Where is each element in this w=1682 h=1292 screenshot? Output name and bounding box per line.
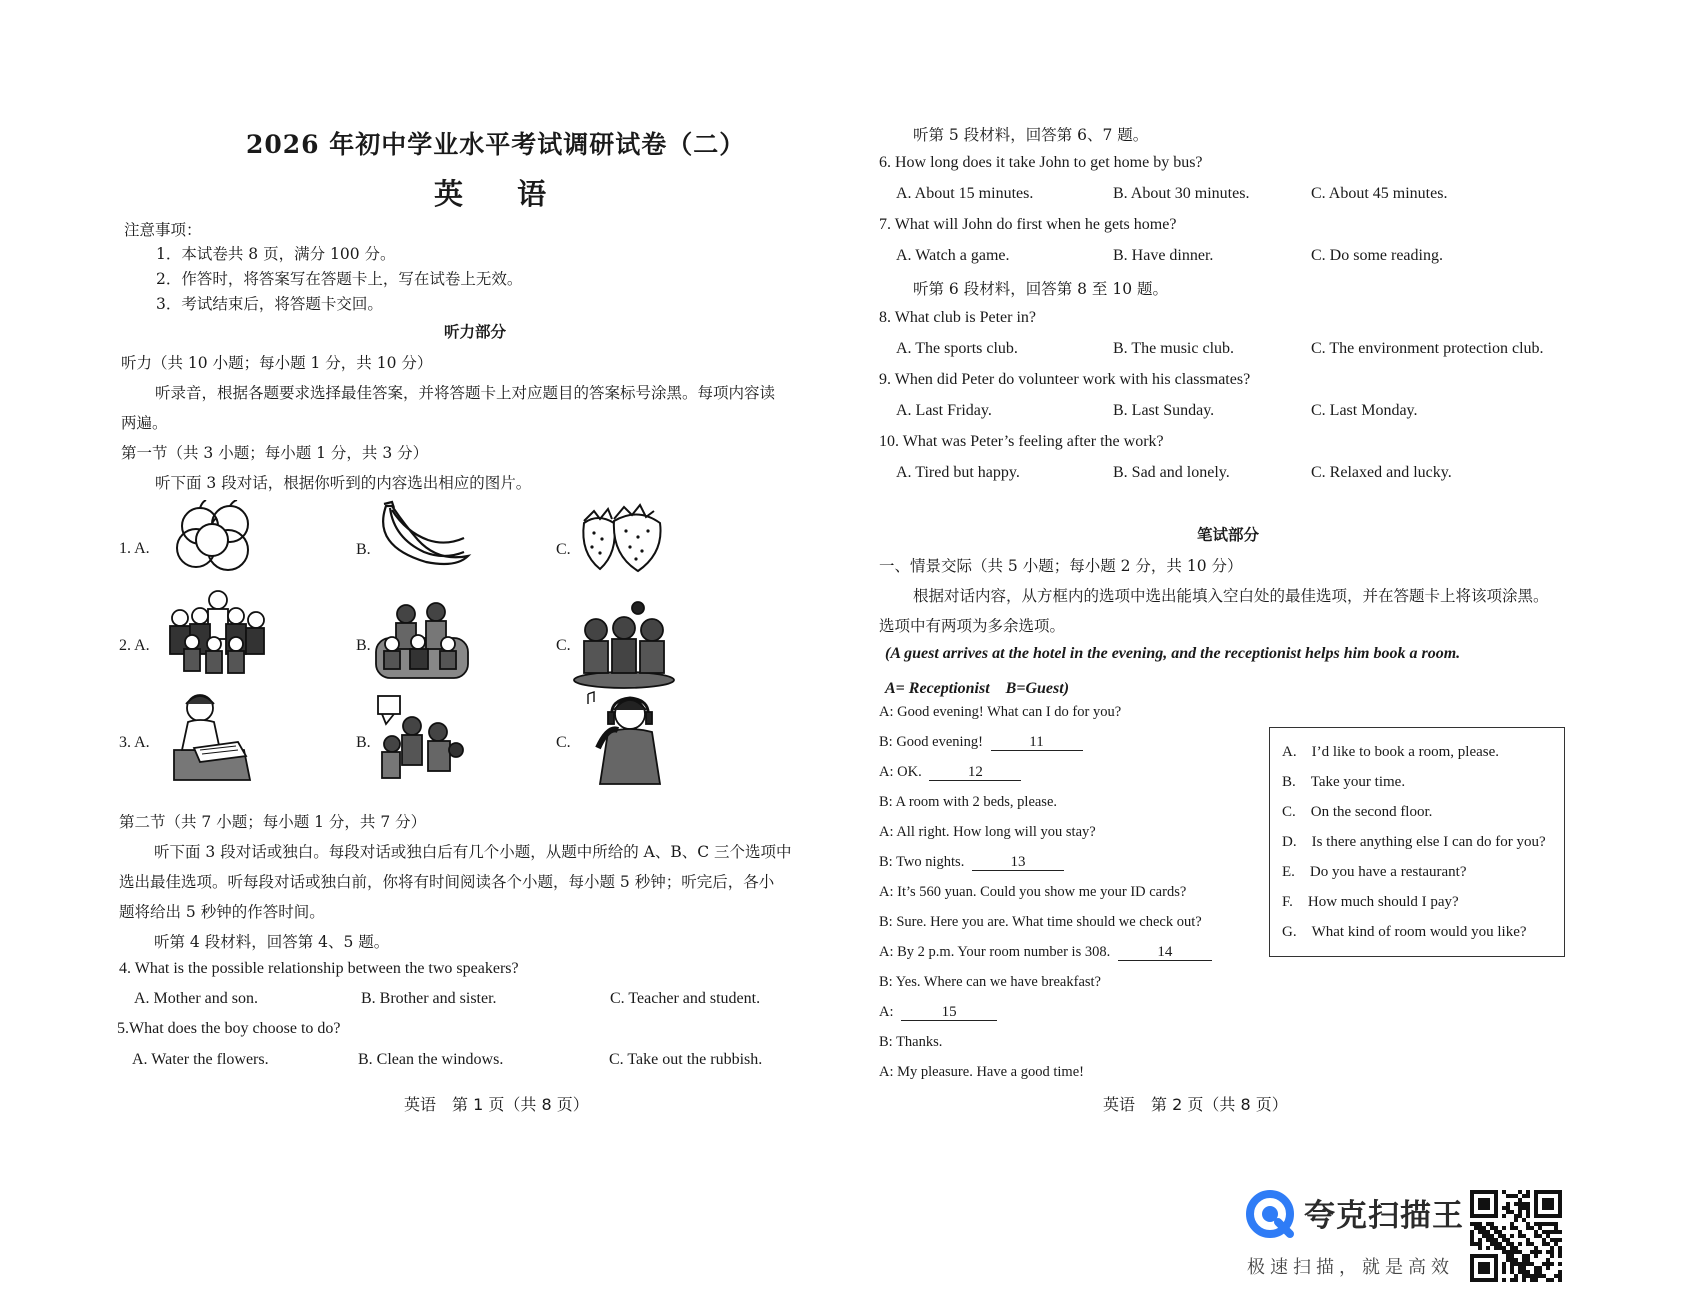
question-8-option-a: A. The sports club. <box>896 340 1018 357</box>
dialogue-line: A: Good evening! What can I do for you? <box>879 704 1122 720</box>
question-10-option-c: C. Relaxed and lucky. <box>1311 464 1452 481</box>
dialogue-line <box>879 854 1064 871</box>
page-2 <box>841 0 1682 1292</box>
writing-part-heading: 笔试部分 <box>1197 525 1260 544</box>
option-b-label: B. <box>356 637 371 654</box>
dialogue-line: A: My pleasure. Have a good time! <box>879 1064 1084 1080</box>
answer-blank: 15 <box>901 1004 997 1021</box>
notice-item: 1．本试卷共 8 页，满分 100 分。 <box>156 245 396 263</box>
group-with-teacher-illustration <box>158 588 270 678</box>
situational-heading: 一、情景交际（共 5 小题；每小题 2 分，共 10 分） <box>879 557 1243 575</box>
section2-instructions-cont: 选出最佳选项。听每段对话或独白前，你将有时间阅读各个小题，每小题 5 秒钟；听完后，各小 <box>119 873 775 891</box>
situational-instructions: 根据对话内容，从方框内的选项中选出能填入空白处的最佳选项，并在答题卡上将该项涂黑。 <box>913 587 1549 605</box>
question-5-option-b: B. Clean the windows. <box>358 1051 504 1068</box>
dialogue-text: A: By 2 p.m. Your room number is 308. <box>879 944 1111 960</box>
playing-basketball-illustration <box>372 692 468 784</box>
question-2-label: 2. A. <box>119 637 150 654</box>
friends-singing-illustration <box>572 600 676 690</box>
scanner-brand-name: 夸克扫描王 <box>1304 1198 1464 1234</box>
question-6-option-c: C. About 45 minutes. <box>1311 185 1448 202</box>
dialogue-line: B: Yes. Where can we have breakfast? <box>879 974 1101 990</box>
option-c-label: C. <box>556 734 571 751</box>
dialogue-line <box>879 764 1021 781</box>
question-5-text: 5.What does the boy choose to do? <box>117 1020 341 1037</box>
question-3-label: 3. A. <box>119 734 150 751</box>
roles-description: A= Receptionist B=Guest) <box>885 680 1070 697</box>
notice-heading: 注意事项： <box>124 221 202 239</box>
situational-instructions-cont: 选项中有两项为多余选项。 <box>879 617 1066 635</box>
dialogue-text: B: Good evening! <box>879 734 983 750</box>
option-b: B. Take your time. <box>1282 774 1406 790</box>
section1-heading: 第一节（共 3 小题；每小题 1 分，共 3 分） <box>121 444 429 462</box>
dialogue-line <box>879 944 1212 961</box>
option-d: D. Is there anything else I can do for you? <box>1282 834 1546 850</box>
question-8-text: 8. What club is Peter in? <box>879 309 1036 326</box>
question-8-option-c: C. The environment protection club. <box>1311 340 1544 357</box>
question-9-option-a: A. Last Friday. <box>896 402 992 419</box>
listening-instructions-cont: 两遍。 <box>121 414 168 432</box>
dialogue-text: A: <box>879 1004 894 1020</box>
answer-blank: 14 <box>1118 944 1212 961</box>
listening-part-heading: 听力部分 <box>444 322 507 341</box>
question-10-text: 10. What was Peter’s feeling after the work? <box>879 433 1164 450</box>
question-7-option-b: B. Have dinner. <box>1113 247 1214 264</box>
answer-blank: 11 <box>991 734 1083 751</box>
question-6-text: 6. How long does it take John to get home by bus? <box>879 154 1203 171</box>
dialogue-line: A: All right. How long will you stay? <box>879 824 1096 840</box>
boy-reading-illustration <box>164 690 254 784</box>
material-5-heading: 听第 5 段材料，回答第 6、7 题。 <box>913 126 1149 144</box>
question-1-label: 1. A. <box>119 540 150 557</box>
notice-item: 2．作答时，将答案写在答题卡上，写在试卷上无效。 <box>156 270 523 288</box>
scanner-slogan: 极速扫描，就是高效 <box>1247 1257 1454 1278</box>
dialogue-line: A: It’s 560 yuan. Could you show me your ID cards? <box>879 884 1187 900</box>
question-9-option-b: B. Last Sunday. <box>1113 402 1215 419</box>
option-e: E. Do you have a restaurant? <box>1282 864 1467 880</box>
dialogue-line <box>879 1004 997 1021</box>
question-4-option-b: B. Brother and sister. <box>361 990 497 1007</box>
option-c: C. On the second floor. <box>1282 804 1433 820</box>
question-5-option-c: C. Take out the rubbish. <box>609 1051 763 1068</box>
bananas-illustration <box>372 500 472 572</box>
dialogue-text: A: OK. <box>879 764 922 780</box>
listening-instructions: 听录音，根据各题要求选择最佳答案，并将答题卡上对应题目的答案标号涂黑。每项内容读 <box>155 384 776 402</box>
question-6-option-a: A. About 15 minutes. <box>896 185 1034 202</box>
subject-title: 英 语 <box>434 177 569 211</box>
answer-blank: 13 <box>972 854 1064 871</box>
question-7-option-c: C. Do some reading. <box>1311 247 1443 264</box>
section1-instructions: 听下面 3 段对话，根据你听到的内容选出相应的图片。 <box>155 474 532 492</box>
question-5-option-a: A. Water the flowers. <box>132 1051 269 1068</box>
answer-blank: 12 <box>929 764 1021 781</box>
option-b-label: B. <box>356 734 371 751</box>
option-c-label: C. <box>556 541 571 558</box>
question-8-option-b: B. The music club. <box>1113 340 1235 357</box>
section2-instructions: 听下面 3 段对话或独白。每段对话或独白后有几个小题，从题中所给的 A、B、C 三个选项中 <box>154 843 792 861</box>
question-9-option-c: C. Last Monday. <box>1311 402 1418 419</box>
option-c-label: C. <box>556 637 571 654</box>
dialogue-line <box>879 734 1083 751</box>
quark-logo-icon <box>1244 1188 1296 1240</box>
option-g: G. What kind of room would you like? <box>1282 924 1527 940</box>
options-box <box>1269 727 1565 957</box>
notice-item: 3．考试结束后，将答题卡交回。 <box>156 295 383 313</box>
question-7-text: 7. What will John do first when he gets home? <box>879 216 1177 233</box>
question-4-option-a: A. Mother and son. <box>134 990 258 1007</box>
option-f: F. How much should I pay? <box>1282 894 1459 910</box>
dialogue-line: B: A room with 2 beds, please. <box>879 794 1058 810</box>
exam-title: 2026 年初中学业水平考试调研试卷（二） <box>246 130 746 159</box>
dialogue-text: B: Two nights. <box>879 854 965 870</box>
option-b-label: B. <box>356 541 371 558</box>
dialogue-line: B: Thanks. <box>879 1034 943 1050</box>
question-6-option-b: B. About 30 minutes. <box>1113 185 1250 202</box>
question-9-text: 9. When did Peter do volunteer work with his classmates? <box>879 371 1251 388</box>
page-footer: 英语 第 2 页（共 8 页） <box>1103 1095 1288 1114</box>
scene-description: (A guest arrives at the hotel in the evening, and the receptionist helps him book a room. <box>885 645 1461 662</box>
section2-instructions-cont: 题将给出 5 秒钟的作答时间。 <box>119 903 325 921</box>
dialogue-line: B: Sure. Here you are. What time should we check out? <box>879 914 1202 930</box>
listening-heading: 听力（共 10 小题；每小题 1 分，共 10 分） <box>121 354 433 372</box>
question-4-option-c: C. Teacher and student. <box>610 990 761 1007</box>
material-4-heading: 听第 4 段材料，回答第 4、5 题。 <box>154 933 390 951</box>
qr-code-icon <box>1470 1190 1562 1282</box>
strawberries-illustration <box>578 503 668 573</box>
question-10-option-a: A. Tired but happy. <box>896 464 1020 481</box>
question-7-option-a: A. Watch a game. <box>896 247 1010 264</box>
question-10-option-b: B. Sad and lonely. <box>1113 464 1230 481</box>
apples-illustration <box>172 500 260 572</box>
family-on-sofa-illustration <box>372 598 472 688</box>
page-footer: 英语 第 1 页（共 8 页） <box>404 1095 589 1114</box>
material-6-heading: 听第 6 段材料，回答第 8 至 10 题。 <box>913 280 1169 298</box>
option-a: A. I’d like to book a room, please. <box>1282 744 1500 760</box>
listening-to-music-illustration <box>582 688 666 788</box>
section2-heading: 第二节（共 7 小题；每小题 1 分，共 7 分） <box>119 813 427 831</box>
question-4-text: 4. What is the possible relationship between the two speakers? <box>119 960 519 977</box>
